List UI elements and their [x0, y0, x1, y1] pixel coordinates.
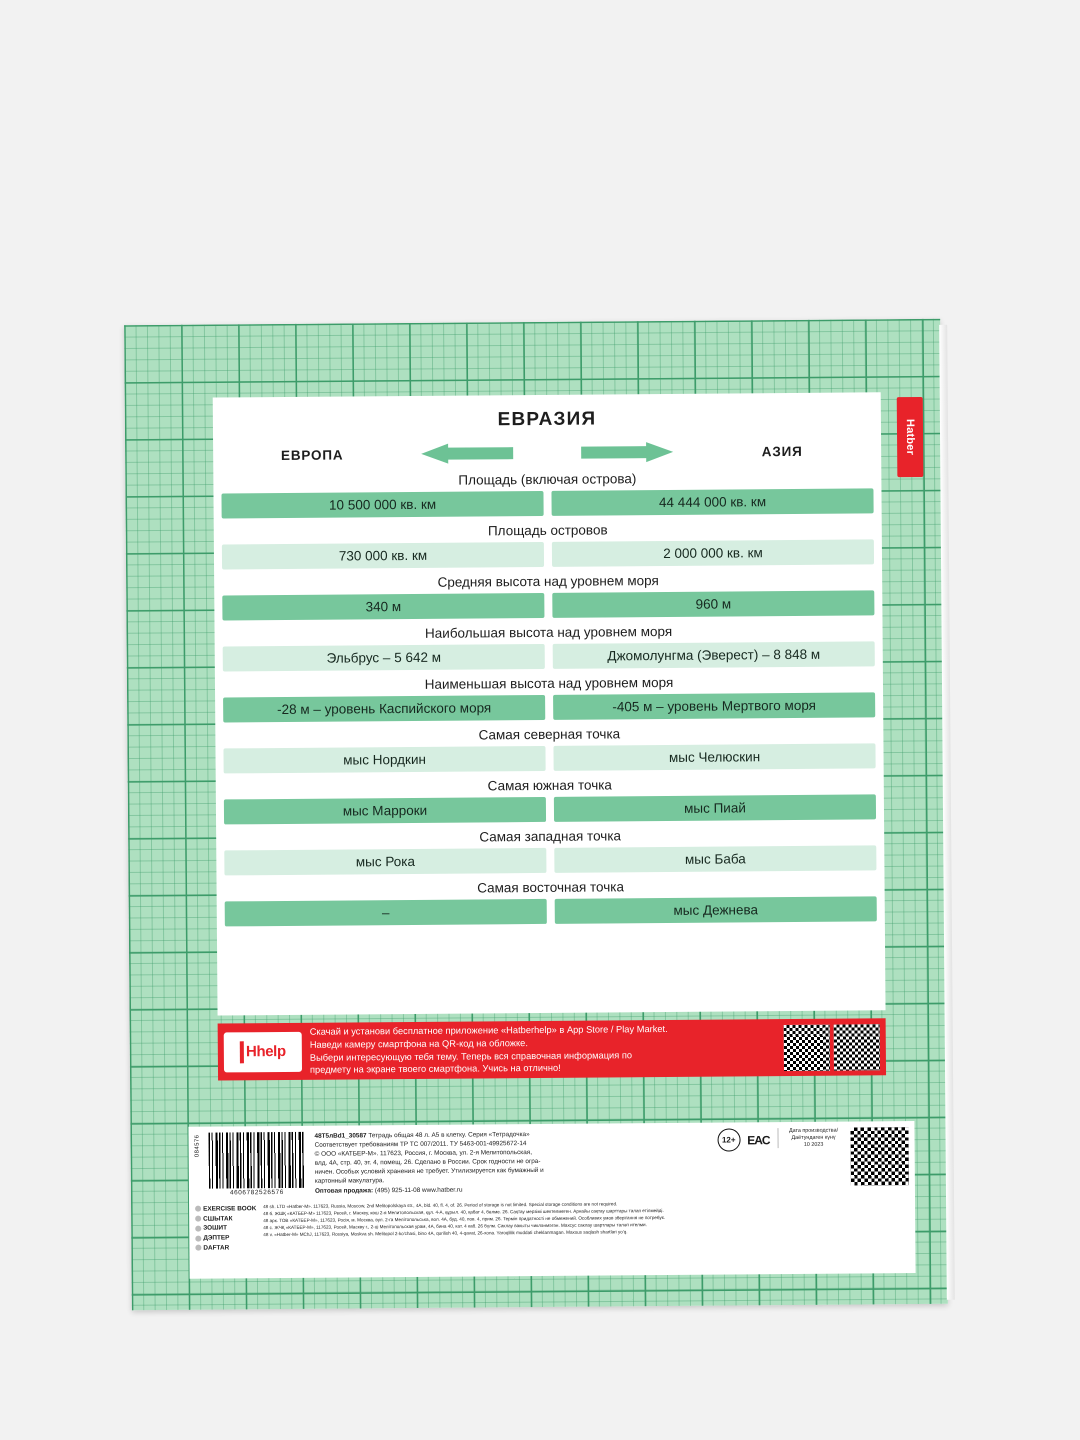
- info-panel: [213, 392, 886, 1015]
- product-line: Тетрадь общая 48 л. А5 в клетку. Серия «Тетрадочка»: [368, 1131, 530, 1140]
- row-label: Самая южная точка: [487, 777, 612, 794]
- continent-asia-label: АЗИЯ: [761, 443, 803, 459]
- legal-line: © ООО «КАТБЕР-М». 117623, Россия, г. Москва, ул. 2-я Мелитопольская,: [314, 1149, 533, 1158]
- flag-icon: [195, 1206, 201, 1212]
- language-names: [195, 1204, 259, 1253]
- hatberhelp-logo: [224, 1031, 302, 1072]
- cell-asia: мыс Пиай: [554, 794, 876, 822]
- cell-asia: Джомолунгма (Эверест) – 8 848 м: [553, 641, 875, 669]
- promo-line: предмету на экране твоего смартфона. Учись на отлично!: [309, 1062, 561, 1075]
- row-label: Площадь островов: [487, 522, 608, 539]
- language-text: 48 б. ЖШҚ «КАТБЕР-М» 117623, Ресей, г. Мәскеу, көш 2-я Мелитопольская, құл. 4-А, құрыл. 40, қабат 4, бөлме. 26. Сақтау мерзімі шектелмеген. Арнайы сақтау шарттары талап етілмейді.: [263, 1207, 664, 1217]
- wholesale-value: (495) 925-11-08 www.hatber.ru: [374, 1186, 463, 1194]
- page-title: ЕВРАЗИЯ: [497, 408, 597, 431]
- row-label: Самая восточная точка: [477, 879, 625, 896]
- production-date-value: 10 2023: [803, 1141, 824, 1148]
- notebook-back-cover: [124, 319, 948, 1310]
- cell-asia: мыс Дежнева: [555, 896, 877, 924]
- age-rating-badge: 12+: [717, 1128, 740, 1151]
- language-name-label: DAFTAR: [203, 1244, 230, 1252]
- arrow-right-container: [547, 442, 707, 463]
- language-text: 48 sh. LTD «Hatber-M». 117623, Russia, Moscow, 2nd Melitopolskaya str., 4A, bld. 40, fl. 4, of. 26. Period of storage is not limited. Special storage conditions are not required.: [263, 1201, 618, 1210]
- qr-code-product-icon[interactable]: [850, 1127, 908, 1185]
- wholesale-label: Оптовая продажа:: [314, 1186, 374, 1195]
- production-date-label: Дата производства/ Даётундаген күнү: [788, 1127, 839, 1141]
- arrow-right-icon: [581, 442, 673, 463]
- flag-icon: [195, 1225, 201, 1231]
- row-label: Самая северная точка: [478, 726, 621, 743]
- hatber-brand-logo: [897, 397, 924, 477]
- product-code: 48T5лBd1_30587: [314, 1132, 367, 1140]
- hatber-brand-label: Hatber: [903, 418, 917, 456]
- cell-europe: –: [225, 899, 547, 927]
- promo-banner: [218, 1018, 886, 1080]
- arrow-left-container: [387, 443, 547, 464]
- language-name: [195, 1243, 259, 1253]
- cell-europe: 10 500 000 кв. км: [221, 491, 543, 519]
- continent-europe-label: ЕВРОПА: [280, 447, 344, 463]
- language-name-label: ДЭПТЕР: [203, 1234, 230, 1242]
- row-label: Средняя высота над уровнем моря: [437, 573, 659, 590]
- barcode: [194, 1132, 307, 1201]
- language-name: [195, 1204, 259, 1214]
- legal-line: Соответствует требованиям ТР ТС 007/2011. ТУ 5463-001-49925672-14: [314, 1140, 527, 1149]
- promo-line: Наведи камеру смартфона на QR-код на обложке.: [309, 1038, 528, 1050]
- certification-badges: [717, 1128, 770, 1151]
- barcode-number: 4606782526576: [229, 1188, 284, 1197]
- legal-strip: [188, 1121, 915, 1279]
- promo-line: Выбери интересующую тебя тему. Теперь вся справочная информация по: [309, 1049, 633, 1063]
- cell-asia: мыс Челюскин: [553, 743, 875, 771]
- legal-line: картонный макулатура.: [314, 1177, 385, 1186]
- language-name: [195, 1233, 259, 1243]
- multilingual-block: [195, 1199, 909, 1253]
- row-label: Наименьшая высота над уровнем моря: [424, 674, 674, 692]
- legal-line: влд. 4А, стр. 40, эт. 4, помещ. 26. Сделано в России. Срок годности не огра-: [314, 1158, 541, 1168]
- qr-code-appstore-icon[interactable]: [784, 1024, 830, 1070]
- flag-icon: [195, 1245, 201, 1251]
- cell-asia: 2 000 000 кв. км: [552, 539, 874, 567]
- row-label: Площадь (включая острова): [458, 471, 637, 488]
- legal-line: ничен. Особых условий хранения не требует. Утилизируется как бумажный и: [314, 1167, 544, 1177]
- cell-europe: 730 000 кв. км: [222, 542, 544, 570]
- logo-bar-icon: [240, 1041, 244, 1063]
- arrow-left-icon: [421, 443, 513, 464]
- row-values: [217, 896, 885, 928]
- flag-icon: [195, 1235, 201, 1241]
- legal-lines: [315, 1138, 710, 1187]
- language-name: [195, 1214, 259, 1224]
- language-texts: [263, 1199, 909, 1253]
- legal-main-text: [314, 1129, 709, 1196]
- flag-icon: [195, 1216, 201, 1222]
- row-label: Наибольшая высота над уровнем моря: [424, 623, 673, 641]
- cell-asia: 44 444 000 кв. км: [551, 488, 873, 516]
- hatberhelp-logo-text: Hhelp: [245, 1042, 286, 1061]
- production-date: [777, 1128, 844, 1149]
- eac-mark-icon: EAC: [747, 1132, 770, 1147]
- language-text: 48 v. «Hatber-M» MChJ, 117623, Rossiya, Moskva sh. Melitopol 2-ko'chasi, bino 4A, qurilish 40, 4-qavat, 26-xona. Yaroqlilik muddati cheklanmagan. Maxsus saqlash shartlari yo'q.: [263, 1228, 628, 1237]
- language-text: 48 с. ЖЧҚ «КАТБЕР-М», 117623, Росей, Маскву г., 2-ці Мелітопольская урам, 4А, бина 40, кат. 4 каб. 26 бүлм. Саклау вакыты чикләнмәгән. Махсус саклау шартлары таләп ителми.: [263, 1221, 647, 1230]
- cell-europe: мыс Нордкин: [223, 746, 545, 774]
- promo-line: Скачай и установи бесплатное приложение «Hatberhelp» в App Store / Play Market.: [309, 1024, 668, 1038]
- comparison-table: [213, 464, 885, 928]
- row-label: Самая западная точка: [479, 828, 622, 845]
- promo-text: [310, 1022, 784, 1076]
- cell-asia: -405 м – уровень Мертвого моря: [553, 692, 875, 720]
- language-name-label: EXERCISE BOOK: [203, 1205, 257, 1213]
- cell-europe: 340 м: [222, 593, 544, 621]
- cell-europe: мыс Рока: [224, 848, 546, 876]
- language-text: 48 арк. ТОВ «КАТБЕР-М», 117623, Росія, м. Москва, вул. 2-га Мелітопольська, вол. 4А, буд. 40, пов. 4, прим. 26. Термін придатності не обмежений. Особливих умов зберігання не потребує.: [263, 1214, 666, 1223]
- cell-europe: -28 м – уровень Каспийского моря: [223, 695, 545, 723]
- cell-europe: мыс Марроки: [224, 797, 546, 825]
- cell-europe: Эльбрус – 5 642 м: [223, 644, 545, 672]
- qr-code-playmarket-icon[interactable]: [834, 1024, 880, 1070]
- language-name: [195, 1224, 259, 1234]
- continents-header: [213, 440, 881, 465]
- language-name-label: ЗОШИТ: [203, 1224, 228, 1233]
- language-name-label: СШЫТАК: [203, 1215, 233, 1223]
- barcode-bars-icon: [208, 1132, 304, 1189]
- barcode-side-number: 084576: [194, 1134, 201, 1158]
- cell-asia: 960 м: [552, 590, 874, 618]
- cell-asia: мыс Баба: [554, 845, 876, 873]
